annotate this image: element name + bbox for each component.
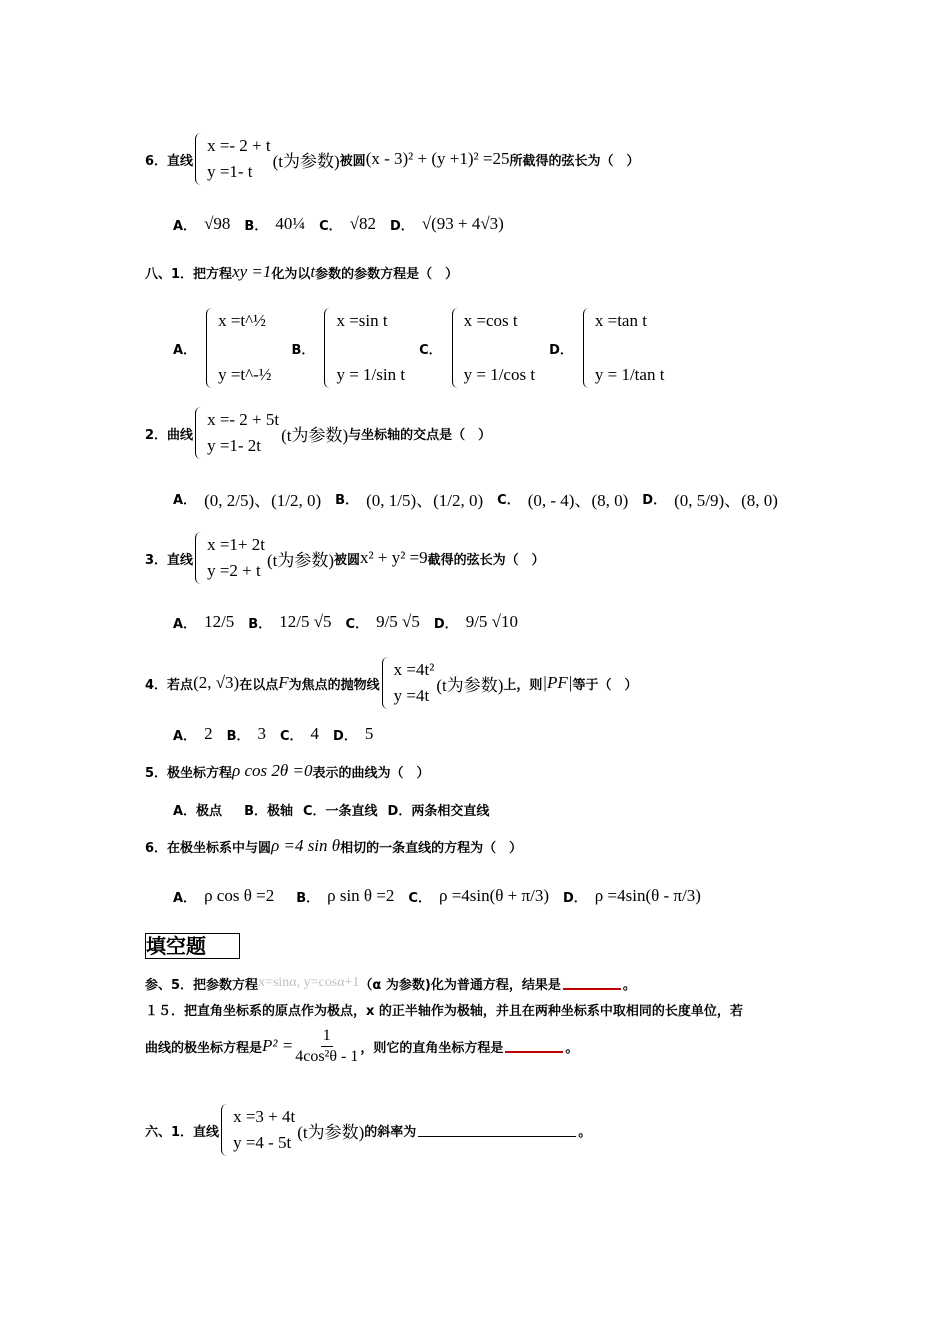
q-text: 相切的一条直线的方程为（ ）: [340, 840, 523, 856]
option-c: C．一条直线: [302, 803, 378, 819]
fraction: [295, 1026, 358, 1067]
option-b-value: 3: [257, 724, 266, 743]
q-text: 等于（ ）: [572, 677, 638, 693]
fill-15-line2: [145, 1024, 578, 1068]
eq-x: x =1+ 2t: [207, 535, 265, 554]
denominator: 4cos²θ - 1: [295, 1047, 359, 1065]
options-6b: [173, 876, 715, 916]
question-6a: [145, 133, 639, 185]
option-d-label: D．: [549, 342, 573, 358]
param-note: (t为参数): [272, 151, 340, 171]
q-text: 直线: [193, 1124, 220, 1140]
option-a-value: 12/5: [204, 612, 235, 631]
eq-x: x =sin t: [336, 311, 388, 330]
eq-x: x =- 2 + 5t: [207, 410, 280, 429]
param-note: (t为参数): [281, 425, 349, 445]
option-c-system: [452, 308, 535, 388]
eq-x: x =4t²: [393, 660, 435, 679]
option-a-value: (0, 2/5)、(1/2, 0): [204, 490, 322, 510]
q-text: 若点: [167, 677, 194, 693]
eq-y: y =2 + t: [207, 561, 261, 580]
eq-x: x =cos t: [463, 311, 518, 330]
eq-y: y = 1/sin t: [336, 365, 406, 384]
question-3: [145, 532, 545, 584]
faint-equation: x=sinα, y=cosα+1: [258, 975, 360, 990]
q-number: 4．: [145, 677, 168, 693]
option-a-value: 2: [204, 724, 213, 743]
q-text: 。: [565, 1040, 579, 1056]
eq-y: y =4 - 5t: [233, 1133, 292, 1152]
option-d-label: D．: [333, 728, 357, 744]
option-d-value: √(93 + 4√3): [421, 214, 504, 233]
point: (2, √3): [193, 673, 240, 692]
option-c-label: C．: [279, 728, 303, 744]
brace-icon: [195, 407, 203, 459]
q-text: ，则它的直角坐标方程是: [360, 1040, 504, 1056]
option-b-label: B．: [296, 890, 320, 906]
q-text: 在以点: [239, 677, 279, 693]
option-c-label: C．: [408, 890, 431, 906]
option-b-label: B．: [335, 492, 359, 508]
fill-6-1: [145, 1104, 591, 1156]
option-a-value: √98: [204, 214, 231, 233]
q-text: 上，则: [503, 677, 543, 693]
answer-blank[interactable]: [563, 976, 621, 990]
option-a-label: A．: [173, 616, 197, 632]
q-text: 化为以: [271, 266, 311, 282]
q-text: 的斜率为: [364, 1124, 417, 1140]
option-a-label: A．: [173, 492, 197, 508]
section-title: 填空题: [145, 933, 240, 959]
q-text: 把参数方程: [193, 977, 259, 993]
option-c-value: √82: [349, 214, 376, 233]
focus-label: F: [278, 673, 289, 692]
option-b-value: 40¼: [275, 214, 306, 233]
eq-y: y =1- 2t: [207, 436, 262, 455]
q-text: １５．把直角坐标系的原点作为极点，x 的正半轴作为极轴，并且在两种坐标系中取相同的长度单位，若: [145, 1003, 743, 1019]
option-a-label: A．: [173, 218, 197, 234]
option-a-label: A．: [173, 342, 197, 358]
question-8-1: [145, 262, 458, 282]
q-number: 2．: [145, 427, 168, 443]
option-c-label: C．: [497, 492, 520, 508]
option-b-label: B．: [248, 616, 272, 632]
option-d-value: (0, 5/9)、(8, 0): [674, 490, 778, 510]
eq-y: y =1- t: [207, 162, 253, 181]
q-text: 在极坐标系中与圆: [167, 840, 272, 856]
options-4: [173, 722, 387, 746]
q-text: 所截得的弦长为（ ）: [509, 153, 640, 169]
option-c-value: (0, - 4)、(8, 0): [527, 490, 629, 510]
param-system: [382, 657, 435, 709]
param-system: [195, 532, 265, 584]
option-b-value: ρ sin θ =2: [327, 886, 395, 905]
option-d-label: D．: [563, 890, 587, 906]
eq-y: y =4t: [393, 686, 430, 705]
option-a-system: [206, 308, 271, 388]
param-note: (t为参数): [436, 675, 504, 695]
option-d-label: D．: [433, 616, 458, 632]
question-2: [145, 407, 491, 459]
param-system: [195, 407, 279, 459]
option-b-value: (0, 1/5)、(1/2, 0): [366, 490, 484, 510]
circle-eq: (x - 3)² + (y +1)² =25: [365, 149, 510, 168]
option-a-value: ρ cos θ =2: [204, 886, 275, 905]
q-text: 参数的参数方程是（ ）: [315, 266, 459, 282]
options-8-1: [173, 308, 666, 388]
q-number: 3．: [145, 552, 168, 568]
option-c-value: ρ =4sin(θ + π/3): [438, 886, 549, 905]
param-note: (t为参数): [266, 550, 335, 570]
q-text: （α 为参数)化为普通方程，结果是: [359, 977, 561, 993]
param-note: (t为参数): [297, 1122, 365, 1142]
option-d-label: D．: [642, 492, 667, 508]
options-6a: [173, 206, 518, 242]
brace-icon: [221, 1104, 229, 1156]
eq-y: y = 1/tan t: [594, 365, 665, 384]
fill-5: [145, 972, 636, 994]
q-text: 表示的曲线为（ ）: [312, 765, 430, 781]
q-number: 5．: [145, 765, 168, 781]
question-4: [145, 657, 638, 709]
option-c-label: C．: [345, 616, 369, 632]
q-text: 把方程: [193, 266, 233, 282]
brace-icon: [195, 133, 203, 185]
eq-x: x =tan t: [594, 311, 647, 330]
option-b-system: [324, 308, 405, 388]
option-c-label: C．: [419, 342, 442, 358]
q-text: 与坐标轴的交点是（ ）: [348, 427, 492, 443]
eq-y: y = 1/cos t: [463, 365, 536, 384]
brace-icon: [195, 532, 203, 584]
option-b-label: B．: [291, 342, 315, 358]
q-text: 极坐标方程: [167, 765, 233, 781]
lhs: P² =: [262, 1036, 294, 1055]
q-text: 直线: [167, 552, 194, 568]
q-number: 6．: [145, 153, 168, 169]
question-6b: [145, 834, 522, 858]
polar-eq: ρ =4 sin θ: [271, 836, 341, 855]
equation: xy =1: [232, 262, 272, 281]
option-b: B．极轴: [244, 803, 293, 819]
option-d-label: D．: [389, 218, 414, 234]
option-d-value: 9/5 √10: [465, 612, 518, 631]
q-text: 被圆: [339, 153, 366, 169]
param-system: [195, 133, 271, 185]
options-5: [173, 799, 489, 819]
option-d-value: 5: [364, 724, 374, 743]
option-b-label: B．: [244, 218, 268, 234]
option-c-value: 4: [310, 724, 320, 743]
eq-x: x =- 2 + t: [207, 136, 271, 155]
q-text: 曲线: [167, 427, 194, 443]
q-text: 。: [578, 1124, 592, 1140]
variable: t: [310, 262, 316, 281]
q-text: 被圆: [334, 552, 361, 568]
option-a-label: A．: [173, 890, 197, 906]
q-text: 曲线的极坐标方程是: [145, 1040, 263, 1056]
option-a: A．极点: [173, 803, 223, 819]
numerator: 1: [321, 1026, 333, 1047]
eq-x: x =t^½: [218, 311, 266, 330]
param-system: [221, 1104, 295, 1156]
option-b-value: 12/5 √5: [279, 612, 332, 631]
options-2: [173, 478, 792, 518]
q-number: 六、1．: [145, 1124, 194, 1140]
option-d-value: ρ =4sin(θ - π/3): [594, 886, 701, 905]
option-c-value: 9/5 √5: [376, 612, 420, 631]
q-number: 八、1．: [145, 266, 194, 282]
q-text: 。: [622, 977, 636, 993]
option-b-label: B．: [226, 728, 250, 744]
question-5: [145, 759, 429, 783]
q-text: 为焦点的抛物线: [288, 677, 380, 693]
options-3: [173, 602, 532, 642]
circle-eq: x² + y² =9: [360, 548, 428, 567]
answer-blank[interactable]: [505, 1039, 563, 1053]
q-number: 参、5．: [145, 977, 194, 993]
answer-blank[interactable]: [418, 1124, 576, 1137]
option-c-label: C．: [319, 218, 342, 234]
brace-icon: [382, 657, 390, 709]
q-text: 直线: [167, 153, 194, 169]
option-d: D．两条相交直线: [387, 803, 490, 819]
eq-y: y =t^-½: [218, 365, 272, 384]
pf-distance: |PF|: [542, 673, 573, 692]
polar-eq: ρ cos 2θ =0: [232, 761, 313, 780]
option-a-label: A．: [173, 728, 197, 744]
q-number: 6．: [145, 840, 168, 856]
option-d-system: [583, 308, 665, 388]
q-text: 截得的弦长为（ ）: [427, 552, 545, 568]
fill-15-line1: [145, 999, 743, 1019]
eq-x: x =3 + 4t: [233, 1107, 296, 1126]
